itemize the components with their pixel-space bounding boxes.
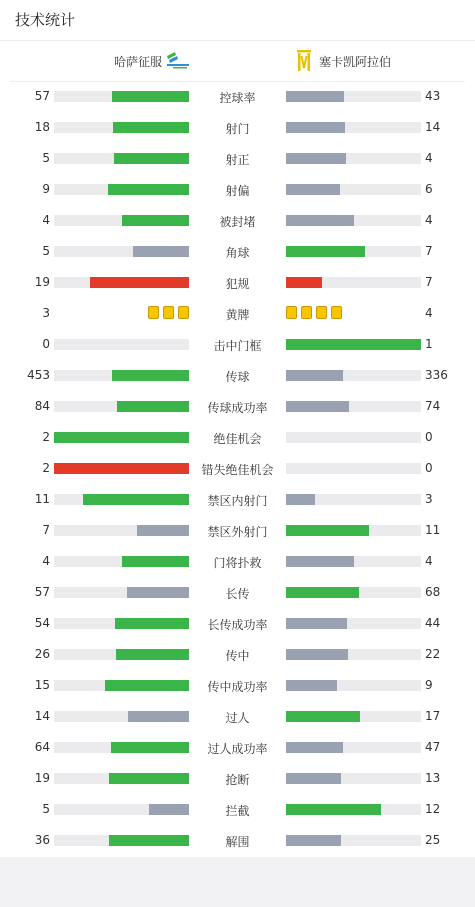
away-stat-value: 7 (425, 275, 433, 289)
stat-label: 控球率 (219, 91, 256, 105)
home-team-logo-icon (165, 50, 191, 70)
home-stat-bar (54, 122, 189, 133)
home-stat-bar (54, 463, 189, 474)
home-stat-value: 3 (42, 306, 50, 320)
away-stat-value: 4 (425, 213, 433, 227)
home-stat-bar-fill (108, 184, 189, 195)
home-stat-bar (54, 91, 189, 102)
home-stat-bar (54, 432, 189, 443)
away-stat-bar (286, 91, 421, 102)
home-stat-bar (54, 339, 189, 350)
home-stat-bar (54, 494, 189, 505)
stat-label: 门将扑救 (213, 556, 262, 570)
home-stat-value: 64 (34, 740, 50, 754)
away-stat-bar (286, 184, 421, 195)
home-stat-value: 15 (34, 678, 50, 692)
stats-list (0, 81, 475, 856)
away-stat-value: 7 (425, 244, 433, 258)
stat-label: 长传成功率 (207, 618, 268, 632)
home-stat-bar (54, 556, 189, 567)
home-stat-bar (54, 370, 189, 381)
away-stat-bar (286, 556, 421, 567)
home-stat-bar-fill (116, 649, 189, 660)
home-stat-bar-fill (114, 153, 189, 164)
away-stat-bar-fill (286, 370, 343, 381)
home-stat-bar-fill (109, 773, 189, 784)
home-stat-bar (54, 525, 189, 536)
home-stat-bar-fill (54, 432, 189, 443)
home-stat-bar-fill (137, 525, 190, 536)
home-stat-bar-fill (112, 370, 190, 381)
away-stat-bar-fill (286, 711, 360, 722)
away-stat-value: 44 (425, 616, 441, 630)
yellow-card-icon (316, 306, 327, 319)
page-title: 技术统计 (15, 11, 76, 29)
stat-row (0, 732, 475, 763)
home-stat-bar-fill (122, 556, 190, 567)
stat-label: 错失绝佳机会 (201, 463, 274, 477)
away-stat-bar-fill (286, 649, 348, 660)
home-stat-value: 2 (42, 461, 50, 475)
home-stat-bar (54, 804, 189, 815)
yellow-card-icon (163, 306, 174, 319)
stat-label: 绝佳机会 (213, 432, 262, 446)
home-stat-bar (54, 835, 189, 846)
away-stat-value: 43 (425, 89, 441, 103)
home-stat-value: 84 (34, 399, 50, 413)
home-stat-bar-fill (122, 215, 190, 226)
away-stat-bar (286, 835, 421, 846)
away-stat-value: 47 (425, 740, 441, 754)
yellow-card-icon (286, 306, 297, 319)
away-stat-bar (286, 122, 421, 133)
away-stat-value: 1 (425, 337, 433, 351)
stat-label: 传球成功率 (207, 401, 268, 415)
yellow-card-icon (301, 306, 312, 319)
away-stat-value: 0 (425, 430, 433, 444)
stat-row (0, 391, 475, 422)
home-stat-value: 18 (34, 120, 50, 134)
home-stat-value: 11 (34, 492, 50, 506)
stat-row (0, 298, 475, 329)
stat-label: 传中 (225, 649, 250, 663)
home-stat-value: 57 (34, 89, 50, 103)
home-stat-bar-fill (90, 277, 189, 288)
away-stat-bar-fill (286, 153, 346, 164)
stat-label: 传球 (225, 370, 250, 384)
home-stat-value: 5 (42, 802, 50, 816)
stat-row (0, 794, 475, 825)
away-stat-bar-fill (286, 618, 347, 629)
away-stat-value: 13 (425, 771, 441, 785)
stat-row (0, 329, 475, 360)
stat-label: 被封堵 (219, 215, 256, 229)
stat-row (0, 81, 475, 112)
away-stat-bar-fill (286, 835, 341, 846)
home-stat-value: 19 (34, 771, 50, 785)
away-stat-bar-fill (286, 494, 315, 505)
home-stat-bar (54, 277, 189, 288)
stat-row (0, 174, 475, 205)
away-stat-value: 4 (425, 306, 433, 320)
home-stat-bar-fill (105, 680, 189, 691)
stat-label: 击中门框 (213, 339, 262, 353)
away-yellow-cards (286, 306, 342, 320)
yellow-card-icon (178, 306, 189, 319)
home-stat-value: 453 (27, 368, 50, 382)
away-stat-bar-fill (286, 680, 337, 691)
away-stat-bar (286, 463, 421, 474)
home-yellow-cards (148, 306, 189, 320)
away-stat-bar-fill (286, 215, 354, 226)
home-stat-bar (54, 680, 189, 691)
stat-label: 射偏 (225, 184, 250, 198)
home-stat-bar-fill (112, 91, 189, 102)
stat-row (0, 639, 475, 670)
stat-label: 犯规 (225, 277, 250, 291)
stat-row (0, 701, 475, 732)
stat-row (0, 825, 475, 856)
stat-row (0, 267, 475, 298)
yellow-card-icon (148, 306, 159, 319)
stat-label: 射门 (225, 122, 250, 136)
home-stat-bar-fill (54, 463, 189, 474)
away-stat-bar-fill (286, 184, 340, 195)
home-stat-bar-fill (115, 618, 189, 629)
away-stat-bar (286, 215, 421, 226)
away-stat-bar (286, 246, 421, 257)
away-stat-value: 3 (425, 492, 433, 506)
home-stat-bar-fill (109, 835, 189, 846)
home-stat-bar (54, 153, 189, 164)
stat-label: 射正 (225, 153, 250, 167)
away-stat-bar (286, 277, 421, 288)
home-stat-bar-fill (127, 587, 189, 598)
home-stat-bar (54, 618, 189, 629)
home-stat-bar-fill (128, 711, 189, 722)
away-stat-bar-fill (286, 804, 381, 815)
stat-row (0, 515, 475, 546)
stat-label: 解围 (225, 835, 250, 849)
away-stat-bar-fill (286, 401, 349, 412)
away-stat-bar (286, 339, 421, 350)
stat-row (0, 608, 475, 639)
home-stat-bar (54, 742, 189, 753)
away-team-name: 塞卡凯阿拉伯 (319, 55, 392, 69)
away-stat-bar (286, 494, 421, 505)
stat-row (0, 763, 475, 794)
stat-row (0, 577, 475, 608)
away-stat-bar (286, 587, 421, 598)
home-stat-bar (54, 215, 189, 226)
stat-row (0, 143, 475, 174)
away-stat-bar (286, 773, 421, 784)
away-stat-value: 6 (425, 182, 433, 196)
stat-label: 传中成功率 (207, 680, 268, 694)
away-stat-bar-fill (286, 587, 359, 598)
stat-label: 禁区内射门 (207, 494, 268, 508)
away-team-logo-icon (296, 48, 312, 74)
home-stat-bar-fill (83, 494, 189, 505)
home-stat-bar-fill (133, 246, 189, 257)
home-stat-value: 36 (34, 833, 50, 847)
away-stat-bar-fill (286, 556, 354, 567)
home-stat-value: 4 (42, 554, 50, 568)
away-stat-bar-fill (286, 525, 369, 536)
home-stat-value: 54 (34, 616, 50, 630)
stat-row (0, 546, 475, 577)
home-stat-value: 14 (34, 709, 50, 723)
away-stat-bar (286, 804, 421, 815)
away-stat-bar (286, 401, 421, 412)
stat-label: 过人 (225, 711, 250, 725)
stat-row (0, 112, 475, 143)
away-stat-value: 0 (425, 461, 433, 475)
away-stat-value: 4 (425, 554, 433, 568)
away-stat-value: 68 (425, 585, 441, 599)
stat-label: 过人成功率 (207, 742, 268, 756)
home-stat-value: 0 (42, 337, 50, 351)
home-team-name: 哈萨征服 (114, 55, 163, 69)
home-stat-bar (54, 401, 189, 412)
home-stat-value: 5 (42, 151, 50, 165)
stat-label: 长传 (225, 587, 250, 601)
home-stat-bar (54, 711, 189, 722)
away-stat-value: 14 (425, 120, 441, 134)
home-stat-bar-fill (117, 401, 189, 412)
away-stat-bar (286, 711, 421, 722)
home-stat-bar-fill (113, 122, 189, 133)
away-stat-value: 74 (425, 399, 441, 413)
away-stat-value: 12 (425, 802, 441, 816)
away-stat-bar-fill (286, 773, 341, 784)
away-stat-bar-fill (286, 742, 343, 753)
stat-row (0, 670, 475, 701)
home-stat-bar (54, 246, 189, 257)
away-stat-bar (286, 680, 421, 691)
away-stat-bar (286, 649, 421, 660)
home-stat-value: 5 (42, 244, 50, 258)
away-stat-value: 25 (425, 833, 441, 847)
away-stat-bar (286, 525, 421, 536)
home-stat-value: 4 (42, 213, 50, 227)
away-stat-value: 17 (425, 709, 441, 723)
stat-row (0, 484, 475, 515)
away-stat-bar (286, 618, 421, 629)
away-stat-bar (286, 432, 421, 443)
home-stat-value: 19 (34, 275, 50, 289)
home-stat-value: 26 (34, 647, 50, 661)
away-stat-bar (286, 153, 421, 164)
home-stat-bar (54, 184, 189, 195)
stat-row (0, 453, 475, 484)
home-stat-bar (54, 587, 189, 598)
away-stat-bar-fill (286, 91, 344, 102)
stat-row (0, 205, 475, 236)
teams-header (10, 41, 465, 81)
home-stat-value: 57 (34, 585, 50, 599)
yellow-card-icon (331, 306, 342, 319)
home-stat-value: 9 (42, 182, 50, 196)
home-stat-value: 7 (42, 523, 50, 537)
stat-label: 角球 (225, 246, 250, 260)
away-stat-bar-fill (286, 246, 365, 257)
home-stat-bar-fill (111, 742, 189, 753)
away-stat-bar-fill (286, 339, 421, 350)
stat-label: 抢断 (225, 773, 250, 787)
stat-label: 黄牌 (225, 308, 250, 322)
away-stat-bar-fill (286, 122, 345, 133)
stat-row (0, 236, 475, 267)
home-stat-bar (54, 773, 189, 784)
home-stat-value: 2 (42, 430, 50, 444)
stat-row (0, 422, 475, 453)
stat-label: 禁区外射门 (207, 525, 268, 539)
away-stat-value: 336 (425, 368, 448, 382)
home-stat-bar (54, 649, 189, 660)
away-stat-value: 11 (425, 523, 441, 537)
away-stat-value: 22 (425, 647, 441, 661)
stat-label: 拦截 (225, 804, 250, 818)
stat-row (0, 360, 475, 391)
away-stat-bar (286, 370, 421, 381)
home-stat-bar-fill (149, 804, 189, 815)
away-stat-value: 9 (425, 678, 433, 692)
away-stat-value: 4 (425, 151, 433, 165)
away-stat-bar (286, 742, 421, 753)
away-stat-bar-fill (286, 277, 322, 288)
